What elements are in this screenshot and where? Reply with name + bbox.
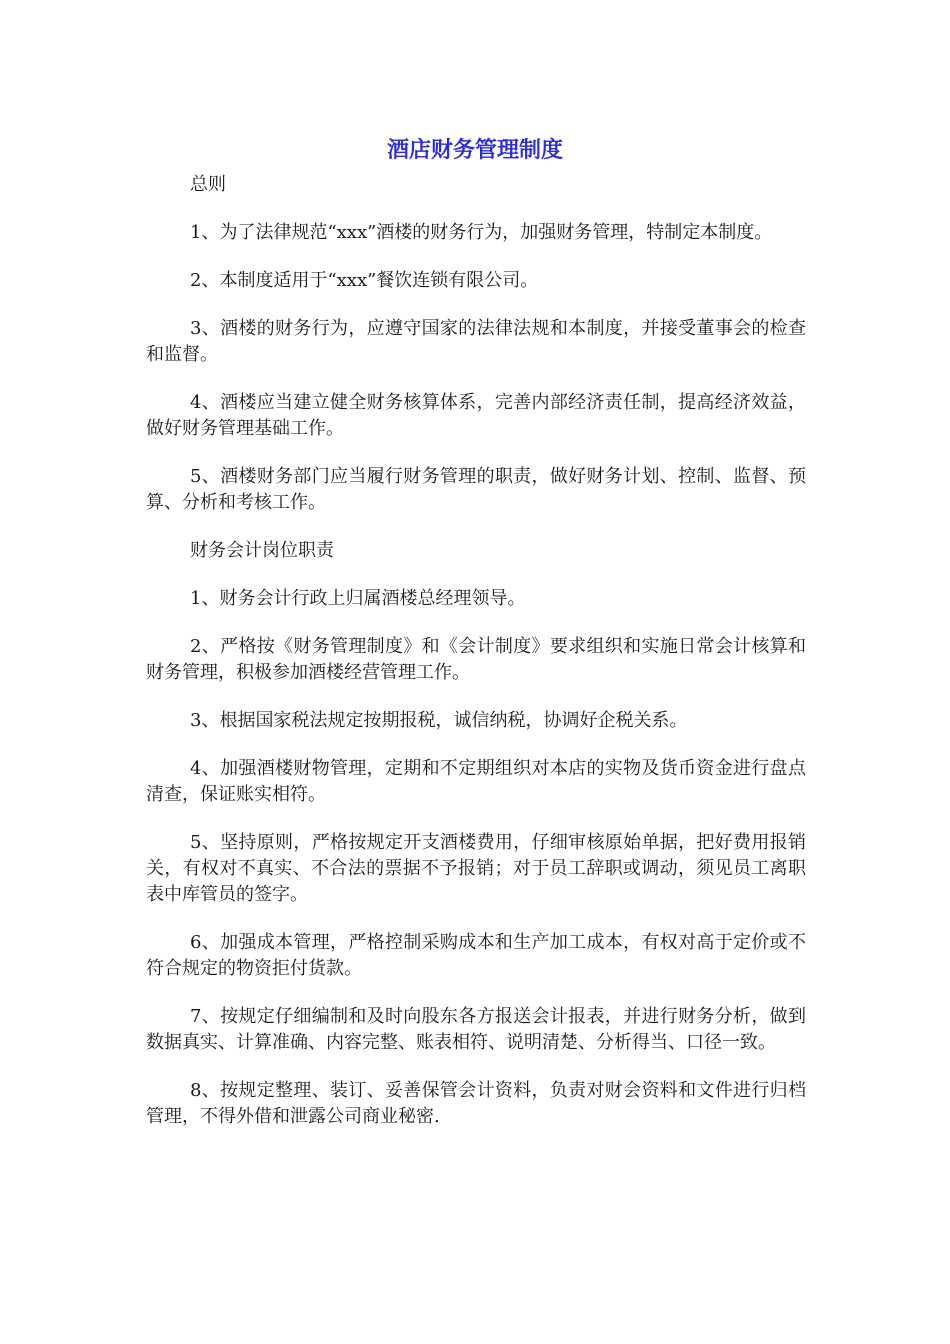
- paragraph: 6、加强成本管理，严格控制采购成本和生产加工成本，有权对高于定价或不符合规定的物资拒付货款。: [146, 932, 806, 979]
- paragraph: 7、按规定仔细编制和及时向股东各方报送会计报表，并进行财务分析，做到数据真实、计算准确、内容完整、账表相符、说明清楚、分析得当、口径一致。: [146, 1006, 806, 1053]
- section-heading-general: 总则: [190, 174, 226, 195]
- paragraph: 2、严格按《财务管理制度》和《会计制度》要求组织和实施日常会计核算和财务管理，积极参加酒楼经营管理工作。: [146, 636, 806, 683]
- paragraph: 4、酒楼应当建立健全财务核算体系，完善内部经济责任制，提高经济效益，做好财务管理基础工作。: [146, 392, 806, 439]
- section-heading-accounting-duties: 财务会计岗位职责: [190, 540, 334, 561]
- paragraph: 1、为了法律规范“xxx”酒楼的财务行为，加强财务管理，特制定本制度。: [190, 222, 773, 243]
- paragraph: 1、财务会计行政上归属酒楼总经理领导。: [190, 588, 526, 609]
- paragraph: 5、酒楼财务部门应当履行财务管理的职责，做好财务计划、控制、监督、预算、分析和考核工作。: [146, 466, 806, 513]
- paragraph: 3、酒楼的财务行为，应遵守国家的法律法规和本制度，并接受董事会的检查和监督。: [146, 318, 806, 365]
- paragraph: 3、根据国家税法规定按期报税，诚信纳税，协调好企税关系。: [190, 710, 688, 731]
- paragraph: 5、坚持原则，严格按规定开支酒楼费用，仔细审核原始单据，把好费用报销关，有权对不真实、不合法的票据不予报销；对于员工辞职或调动，须见员工离职表中库管员的签字。: [146, 832, 806, 905]
- paragraph: 8、按规定整理、装订、妥善保管会计资料，负责对财会资料和文件进行归档管理，不得外借和泄露公司商业秘密.: [146, 1080, 806, 1127]
- paragraph: 2、本制度适用于“xxx”餐饮连锁有限公司。: [190, 270, 539, 291]
- document-title: 酒店财务管理制度: [386, 138, 563, 163]
- document-body: [146, 172, 806, 1152]
- paragraph: 4、加强酒楼财物管理，定期和不定期组织对本店的实物及货币资金进行盘点清查，保证账实相符。: [146, 758, 806, 805]
